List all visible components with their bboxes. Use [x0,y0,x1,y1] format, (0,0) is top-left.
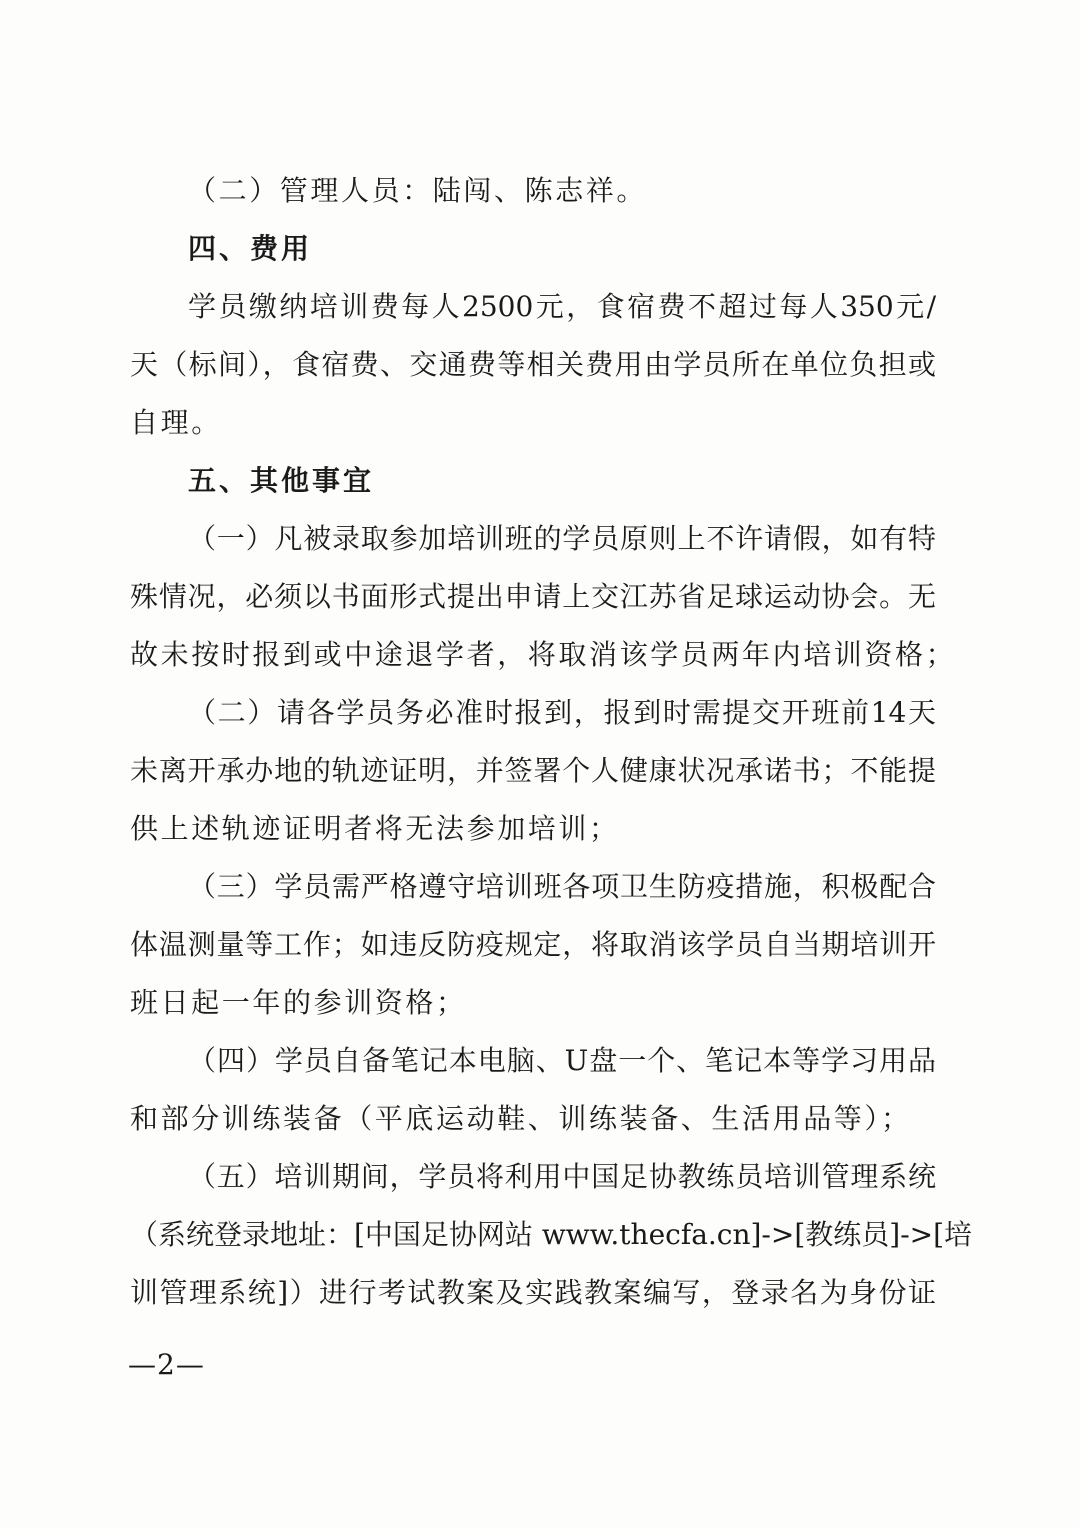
page-number: —2— [128,1348,205,1381]
document-body [130,162,973,1322]
paragraph-line: 训管理系统]）进行考试教案及实践教案编写，登录名为身份证 [130,1276,936,1309]
section-heading-other-matters: 五、其他事宜 [188,464,375,497]
paragraph-line: 天（标间），食宿费、交通费等相关费用由学员所在单位负担或 [130,348,936,381]
paragraph-line: 未离开承办地的轨迹证明，并签署个人健康状况承诺书；不能提 [130,754,936,787]
paragraph-line: 学员缴纳培训费每人2500元，食宿费不超过每人350元/ [188,290,936,323]
paragraph-line: （一）凡被录取参加培训班的学员原则上不许请假，如有特 [188,522,936,555]
section-heading-fees: 四、费用 [188,232,313,265]
paragraph-line: 殊情况，必须以书面形式提出申请上交江苏省足球运动协会。无 [130,580,936,613]
paragraph-line: （系统登录地址：[中国足协网站 www.thecfa.cn]->[教练员]->[培 [130,1218,973,1251]
paragraph-line: 自理。 [130,406,222,439]
paragraph-line: 故未按时报到或中途退学者，将取消该学员两年内培训资格； [130,638,957,671]
paragraph-line: （二）请各学员务必准时报到，报到时需提交开班前14天 [188,696,936,729]
paragraph-line: （四）学员自备笔记本电脑、U盘一个、笔记本等学习用品 [188,1044,936,1077]
paragraph-line: 供上述轨迹证明者将无法参加培训； [130,812,620,845]
paragraph-line: （五）培训期间，学员将利用中国足协教练员培训管理系统 [188,1160,936,1193]
paragraph-line: 体温测量等工作；如违反防疫规定，将取消该学员自当期培训开 [130,928,936,961]
paragraph-line: （三）学员需严格遵守培训班各项卫生防疫措施，积极配合 [188,870,936,903]
paragraph-line: 班日起一年的参训资格； [130,986,467,1019]
paragraph-line: 和部分训练装备（平底运动鞋、训练装备、生活用品等）； [130,1102,912,1135]
paragraph-line: （二）管理人员：陆闯、陈志祥。 [188,174,648,207]
